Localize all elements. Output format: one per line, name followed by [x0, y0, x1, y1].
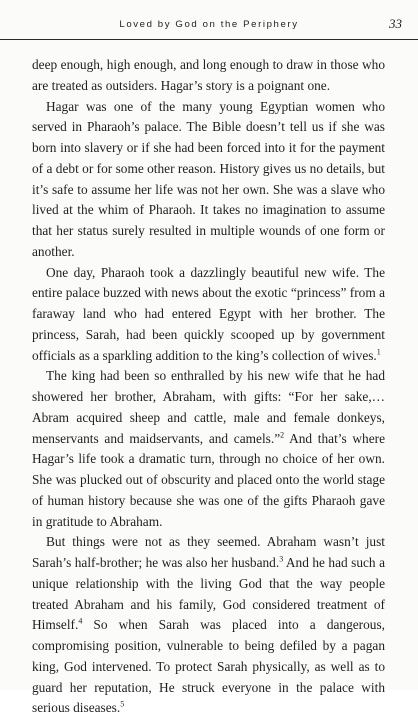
- running-header: [0, 0, 418, 40]
- paragraph-3-text: One day, Pharaoh took a dazzlingly beautiful new wife. The entire palace buzzed with news about the exotic “princess” from a faraway land who had entered Egypt with her brother. The princess, Sarah, had been quickly scooped up by government officials as a sparkling addition to the king’s collection of wives.: [32, 264, 385, 363]
- paragraph-5-text-b: And he had such a unique relationship with the living God that the way people treated Abraham and his family, God considered treatment of Himself.: [32, 555, 385, 633]
- paragraph-4: [32, 366, 385, 532]
- paragraph-5: [32, 532, 385, 719]
- paragraph-1-text: deep enough, high enough, and long enough to draw in those who are treated as outsiders. Hagar’s story is a poignant one.: [32, 57, 385, 93]
- paragraph-4-text-a: The king had been so enthralled by his new wife that he had showered her brother, Abraham, with gifts: “For her sake,… Abram acquired sheep and cattle, male and female donkeys, menservants and maidservants, and camels.”: [32, 368, 385, 446]
- page-number: 33: [389, 16, 402, 31]
- paragraph-5-text-a: But things were not as they seemed. Abraham wasn’t just Sarah’s half-brother; he was also her husband.: [32, 534, 385, 570]
- footnote-marker-4: 4: [78, 616, 83, 626]
- paragraph-5-text-c: So when Sarah was placed into a dangerous, compromising position, vulnerable to being defiled by a pagan king, God intervened. To protect Sarah physically, as well as to guard her reputation, He struck everyone in the palace with serious diseases.: [32, 617, 385, 716]
- paragraph-2-text: Hagar was one of the many young Egyptian women who served in Pharaoh’s palace. The Bible doesn’t tell us if she was born into slavery or if she had been forced into it for the payment of a debt or for some other reason. History gives us no details, but it’s safe to assume her life was not her own. She was a slave who lived at the whim of Pharaoh. It takes no imagination to assume that her status surely resulted in multiple wounds of one form or another.: [32, 98, 385, 259]
- footnote-marker-3: 3: [279, 554, 284, 564]
- footnote-marker-1: 1: [376, 347, 381, 357]
- paragraph-4-text-b: And that’s where Hagar’s life took a dramatic turn, through no choice of her own. She was plucked out of obscurity and placed onto the world stage of human history because she was one of the gifts Pharaoh gave in gratitude to Abraham.: [32, 430, 386, 529]
- body-text: [32, 55, 385, 719]
- footnote-marker-5: 5: [120, 699, 125, 709]
- running-header-title: Loved by God on the Periphery: [119, 19, 299, 30]
- paragraph-2: [32, 97, 385, 263]
- footnote-marker-2: 2: [280, 430, 285, 440]
- paragraph-3: [32, 263, 385, 367]
- paragraph-1: [32, 55, 385, 97]
